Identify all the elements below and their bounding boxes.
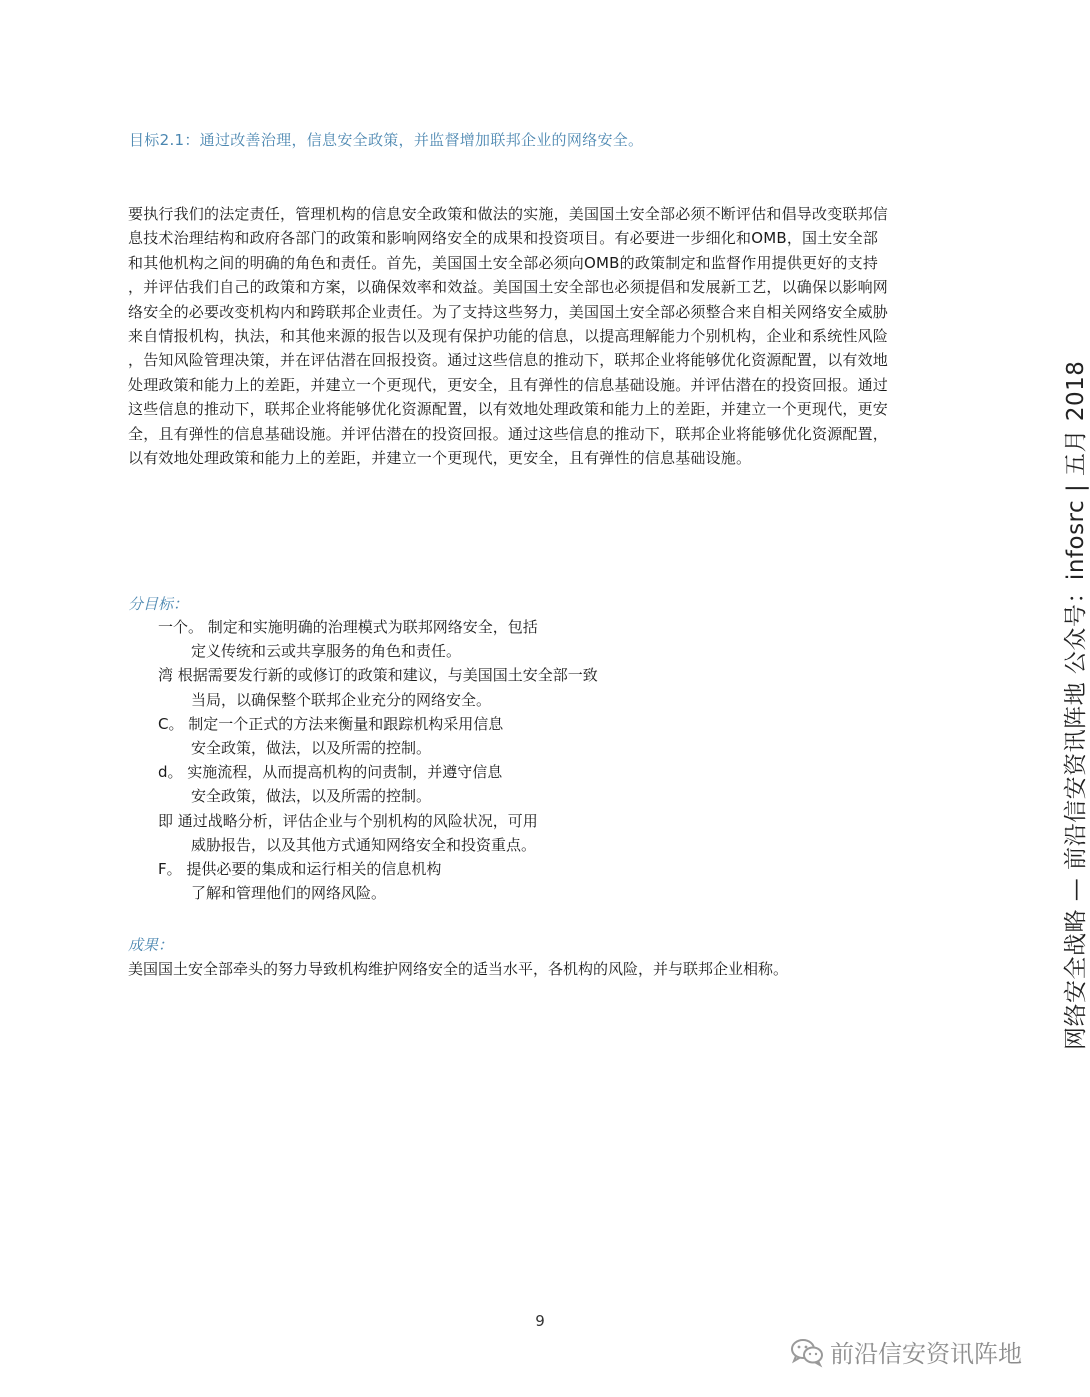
goal-title: 目标2.1：通过改善治理，信息安全政策，并监督增加联邦企业的网络安全。 (129, 131, 644, 149)
wechat-icon (790, 1338, 824, 1366)
list-item-continuation: 定义传统和云或共享服务的角色和责任。 (191, 642, 462, 661)
list-item-continuation: 当局，以确保整个联邦企业充分的网络安全。 (191, 690, 492, 709)
paragraph-line: 和其他机构之间的明确的角色和责任。首先，美国国土安全部必须向OMB的政策制定和监督作用提供更好的支持 (128, 253, 879, 272)
list-item (158, 663, 758, 711)
results-text: 美国国土安全部牵头的努力导致机构维护网络安全的适当水平，各机构的风险，并与联邦企业相称。 (128, 960, 789, 978)
paragraph-line: 全，且有弹性的信息基础设施。并评估潜在的投资回报。通过这些信息的推动下，联邦企业将能够优化资源配置， (128, 424, 889, 443)
sub-objectives-list (158, 615, 758, 905)
paragraph-line: 络安全的必要改变机构内和跨联邦企业责任。为了支持这些努力，美国国土安全部必须整合来自相关网络安全威胁 (128, 302, 889, 321)
list-item (158, 615, 758, 663)
list-item-continuation: 威胁报告，以及其他方式通知网络安全和投资重点。 (191, 835, 537, 854)
list-item-line: F。 提供必要的集成和运行相关的信息机构 (158, 859, 442, 878)
body-paragraph (128, 202, 988, 470)
list-item-line: 即 通过战略分析，评估企业与个别机构的风险状况，可用 (158, 811, 538, 830)
list-item-line: d。 实施流程，从而提高机构的问责制，并遵守信息 (158, 763, 503, 782)
side-banner: 网络安全战略 — 前沿信安资讯阵地 公众号：infosrc | 五月 2018 (1063, 360, 1089, 1050)
paragraph-line: 这些信息的推动下，联邦企业将能够优化资源配置，以有效地处理政策和能力上的差距，并建立一个更现代，更安 (128, 400, 889, 419)
paragraph-line: ，告知风险管理决策，并在评估潜在回报投资。通过这些信息的推动下，联邦企业将能够优化资源配置，以有效地 (128, 351, 889, 370)
watermark-text: 前沿信安资讯阵地 (830, 1340, 1022, 1368)
list-item-line: 湾 根据需要发行新的或修订的政策和建议，与美国国土安全部一致 (158, 666, 598, 685)
paragraph-line: 要执行我们的法定责任，管理机构的信息安全政策和做法的实施，美国国土安全部必须不断评估和倡导改变联邦信 (128, 205, 889, 223)
page-number: 9 (535, 1312, 545, 1330)
paragraph-line: 来自情报机构，执法，和其他来源的报告以及现有保护功能的信息，以提高理解能力个别机构，企业和系统性风险 (128, 326, 889, 345)
list-item-continuation: 安全政策，做法，以及所需的控制。 (191, 787, 432, 806)
list-item (158, 857, 758, 905)
list-item-line: C。 制定一个正式的方法来衡量和跟踪机构采用信息 (158, 714, 504, 733)
results-heading: 成果： (128, 936, 174, 954)
paragraph-line: 以有效地处理政策和能力上的差距，并建立一个更现代，更安全，且有弹性的信息基础设施。 (128, 448, 752, 467)
list-item (158, 809, 758, 857)
list-item-line: 一个。 制定和实施明确的治理模式为联邦网络安全，包括 (158, 618, 538, 636)
paragraph-line: 息技术治理结构和政府各部门的政策和影响网络安全的成果和投资项目。有必要进一步细化和OMB，国土安全部 (128, 229, 879, 248)
sub-objectives-heading: 分目标： (128, 595, 189, 613)
list-item (158, 760, 758, 808)
watermark (790, 1334, 1022, 1369)
paragraph-line: 处理政策和能力上的差距，并建立一个更现代，更安全，且有弹性的信息基础设施。并评估潜在的投资回报。通过 (128, 375, 889, 394)
list-item (158, 712, 758, 760)
list-item-continuation: 了解和管理他们的网络风险。 (191, 884, 387, 903)
paragraph-line: ，并评估我们自己的政策和方案，以确保效率和效益。美国国土安全部也必须提倡和发展新工艺，以确保以影响网 (128, 278, 889, 297)
list-item-continuation: 安全政策，做法，以及所需的控制。 (191, 738, 432, 757)
